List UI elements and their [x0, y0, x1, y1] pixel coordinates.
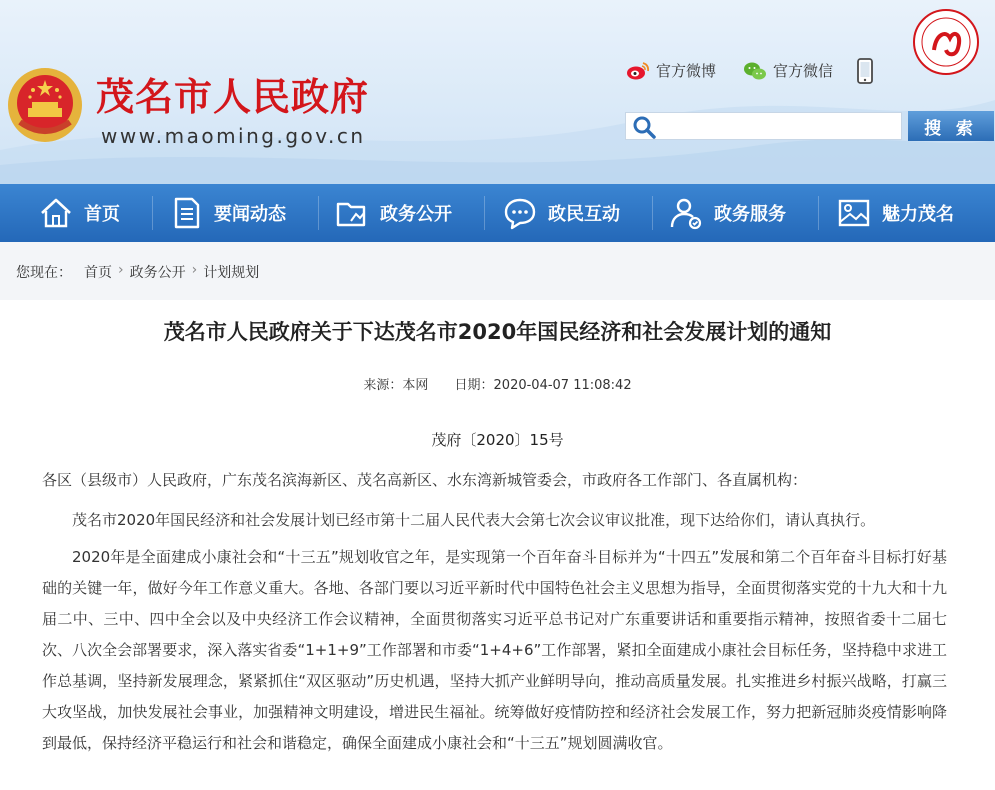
- search-box: [625, 112, 902, 140]
- nav-item-interaction[interactable]: [502, 184, 620, 242]
- weibo-link[interactable]: [626, 60, 716, 81]
- main-nav: [0, 184, 995, 242]
- user-service-icon: [668, 195, 704, 231]
- document-icon: [168, 195, 204, 231]
- site-title[interactable]: 茂名市人民政府: [96, 75, 370, 119]
- breadcrumb-item-home[interactable]: 首页: [84, 265, 112, 281]
- national-emblem-icon: [6, 66, 84, 144]
- search-icon: [632, 115, 656, 139]
- nav-label-gov-affairs: 政务公开: [380, 204, 452, 225]
- site-header: [0, 0, 995, 184]
- breadcrumb-separator: ›: [118, 262, 124, 278]
- nav-item-charm[interactable]: [836, 184, 954, 242]
- nav-divider: [152, 196, 153, 230]
- wechat-label: 官方微信: [773, 62, 834, 80]
- city-logo-icon: [912, 8, 980, 76]
- article-paragraph: 2020年是全面建成小康社会和“十三五”规划收官之年，是实现第一个百年奋斗目标并为“十四五”发展和第二个百年奋斗目标打好基础的关键一年，做好今年工作意义重大。各地、各部门要以习近平新时代中国特色社会主义思想为指导，全面贯彻落实党的十九大和十九届二中、三中、四中全会以及中央经济工作会议精神，全面贯彻落实习近平总书记对广东重要讲话和重要指示精神，按照省委十二届七次、八次全会部署要求，深入落实省委“1+1+9”工作部署和市委“1+4+6”工作部署，紧扣全面建成小康社会目标任务，坚持稳中求进工作总基调，坚持新发展理念，紧紧抓住“双区驱动”历史机遇，坚持大抓产业鲜明导向，推动高质量发展。扎实推进乡村振兴战略，打赢三大攻坚战，加快发展社会事业，加强精神文明建设，增进民生福祉。统筹做好疫情防控和经济社会发展工作，努力把新冠肺炎疫情影响降到最低，保持经济平稳运行和社会和谐稳定，确保全面建成小康社会和“十三五”规划圆满收官。: [42, 548, 947, 752]
- article-meta: [0, 374, 995, 393]
- nav-label-home: 首页: [84, 204, 120, 225]
- nav-divider: [484, 196, 485, 230]
- breadcrumb-item-planning[interactable]: 计划规划: [203, 265, 260, 281]
- article-source: 来源：本网: [363, 378, 429, 393]
- weibo-label: 官方微博: [656, 62, 717, 80]
- weibo-icon: [626, 61, 650, 81]
- wechat-link[interactable]: [743, 60, 833, 81]
- site-url: www.maoming.gov.cn: [101, 124, 366, 148]
- nav-item-services[interactable]: [668, 184, 786, 242]
- search-input[interactable]: [662, 115, 896, 137]
- picture-icon: [836, 195, 872, 231]
- article-paragraph: 各区（县级市）人民政府，广东茂名滨海新区、茂名高新区、水东湾新城管委会，市政府各工作部门、各直属机构：: [42, 471, 808, 489]
- nav-divider: [818, 196, 819, 230]
- nav-divider: [652, 196, 653, 230]
- wechat-icon: [743, 61, 767, 81]
- chat-icon: [502, 195, 538, 231]
- nav-label-services: 政务服务: [714, 204, 786, 225]
- mobile-phone-icon[interactable]: [857, 58, 873, 84]
- search-button[interactable]: 搜 索: [908, 111, 994, 141]
- folder-icon: [334, 195, 370, 231]
- nav-divider: [318, 196, 319, 230]
- article-date: 日期：2020-04-07 11:08:42: [454, 378, 632, 393]
- document-number: 茂府〔2020〕15号: [431, 431, 564, 449]
- breadcrumb: [0, 242, 995, 300]
- nav-item-news[interactable]: [168, 184, 286, 242]
- home-icon: [38, 195, 74, 231]
- nav-label-news: 要闻动态: [214, 204, 286, 225]
- nav-label-charm: 魅力茂名: [882, 204, 954, 225]
- article-title: 茂名市人民政府关于下达茂名市2020年国民经济和社会发展计划的通知: [163, 320, 832, 344]
- article-paragraph: 茂名市2020年国民经济和社会发展计划已经市第十二届人民代表大会第七次会议审议批准，现下达给你们，请认真执行。: [72, 511, 876, 529]
- nav-item-gov-affairs[interactable]: [334, 184, 452, 242]
- breadcrumb-prefix: 您现在：: [16, 265, 72, 281]
- nav-label-interaction: 政民互动: [548, 204, 620, 225]
- breadcrumb-item-gov-affairs[interactable]: 政务公开: [129, 265, 186, 281]
- nav-item-home[interactable]: [38, 184, 120, 242]
- breadcrumb-separator: ›: [191, 262, 198, 278]
